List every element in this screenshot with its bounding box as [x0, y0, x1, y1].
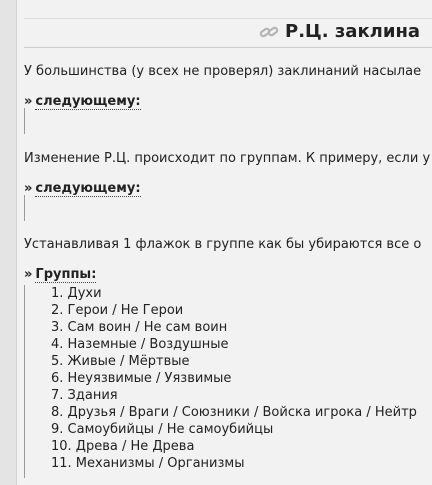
spoiler-toggle-1[interactable]: следующему: [35, 94, 141, 109]
spoiler-body-1 [24, 108, 31, 134]
list-item: 4. Наземные / Воздушные [51, 337, 229, 352]
list-item: 1. Духи [51, 286, 102, 301]
spoiler-marker: » [24, 181, 33, 196]
spoiler-marker: » [24, 94, 33, 109]
list-item: 6. Неуязвимые / Уязвимые [51, 371, 232, 386]
page-title: Р.Ц. заклина [285, 21, 421, 42]
spoiler-marker: » [24, 267, 33, 282]
title-wrap [259, 21, 420, 42]
list-item: 9. Самоубийцы / Не самоубийцы [51, 422, 274, 437]
list-item: 2. Герои / Не Герои [51, 303, 184, 318]
spoiler-toggle-2[interactable]: следующему: [35, 181, 141, 196]
spoiler-toggle-3[interactable]: Группы: [35, 267, 97, 282]
list-item: 11. Механизмы / Организмы [51, 456, 245, 471]
list-item: 5. Живые / Мёртвые [51, 354, 190, 369]
list-item: 8. Друзья / Враги / Союзники / Войска игрока / Нейтр [51, 405, 417, 420]
spoiler-1[interactable] [24, 94, 141, 109]
list-item: 7. Здания [51, 388, 118, 403]
spoiler-3[interactable] [24, 267, 96, 282]
list-item: 3. Сам воин / Не сам воин [51, 320, 228, 335]
list-item: 10. Древа / Не Древа [51, 439, 195, 454]
groups-list [24, 285, 417, 478]
spoiler-body-2 [24, 195, 31, 221]
spoiler-2[interactable] [24, 181, 141, 196]
link-icon[interactable] [259, 24, 279, 40]
paragraph-3: Устанавливая 1 флажок в группе как бы убираются все о [24, 237, 422, 252]
left-sidebar-strip [0, 0, 17, 485]
post-title-bar [24, 18, 432, 48]
paragraph-1: У большинства (у всех не проверял) заклинаний насылае [24, 64, 422, 79]
paragraph-2: Изменение Р.Ц. происходит по группам. К примеру, если у [24, 151, 431, 166]
